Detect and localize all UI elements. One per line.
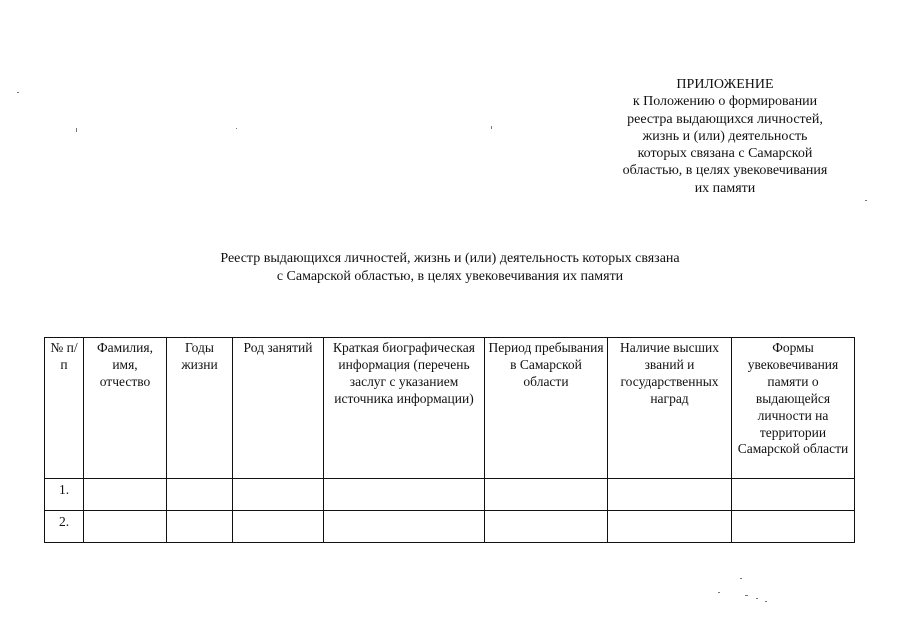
scan-speck <box>740 578 742 579</box>
registry-title <box>150 250 750 286</box>
scan-speck <box>745 595 748 596</box>
registry-title-line: с Самарской областью, в целях увековечивания их памяти <box>276 269 624 284</box>
table-cell <box>233 479 324 511</box>
row-number-cell: 1. <box>45 479 84 511</box>
table-header-row <box>45 338 855 479</box>
header-occupation: Род занятий <box>233 338 324 479</box>
table-cell <box>167 511 233 543</box>
table-cell <box>608 511 732 543</box>
header-titles-awards: Наличие высших званий и государственных наград <box>608 338 732 479</box>
appendix-reference-line: областью, в целях увековечивания <box>622 163 828 179</box>
scan-speck <box>76 128 77 132</box>
table-row <box>45 479 855 511</box>
appendix-reference-line: жизнь и (или) деятельность <box>642 128 808 144</box>
scan-speck <box>17 92 19 93</box>
appendix-reference-line: их памяти <box>694 180 756 196</box>
scan-speck <box>236 128 237 129</box>
scan-speck <box>718 592 720 593</box>
appendix-reference-line: которых связана с Самарской <box>637 146 813 162</box>
table-cell <box>324 479 485 511</box>
scan-speck <box>865 200 867 201</box>
header-biography: Краткая биографическая информация (перечень заслуг с указанием источника информации) <box>324 338 485 479</box>
appendix-label: ПРИЛОЖЕНИЕ <box>676 77 774 92</box>
appendix-heading <box>600 76 850 197</box>
registry-table <box>44 337 855 543</box>
registry-title-line: Реестр выдающихся личностей, жизнь и (или) деятельность которых связана <box>220 251 680 266</box>
table-cell <box>84 511 167 543</box>
appendix-reference-line: к Положению о формировании <box>632 94 818 110</box>
table-row <box>45 511 855 543</box>
table-cell <box>732 479 855 511</box>
header-stay-period: Период пребывания в Самарской области <box>485 338 608 479</box>
header-full-name: Фамилия, имя, отчество <box>84 338 167 479</box>
table-cell <box>732 511 855 543</box>
header-years-of-life: Годы жизни <box>167 338 233 479</box>
scan-speck <box>491 126 492 129</box>
scan-speck <box>756 598 758 599</box>
table-cell <box>485 479 608 511</box>
appendix-reference-line: реестра выдающихся личностей, <box>627 111 823 127</box>
table-cell <box>84 479 167 511</box>
table-cell <box>233 511 324 543</box>
table-cell <box>324 511 485 543</box>
scan-speck <box>765 601 767 602</box>
table-cell <box>167 479 233 511</box>
header-number: № п/п <box>45 338 84 479</box>
row-number-cell: 2. <box>45 511 84 543</box>
table-cell <box>485 511 608 543</box>
header-commemoration-forms: Формы увековечивания памяти о выдающейся личности на территории Самарской области <box>732 338 855 479</box>
table-cell <box>608 479 732 511</box>
